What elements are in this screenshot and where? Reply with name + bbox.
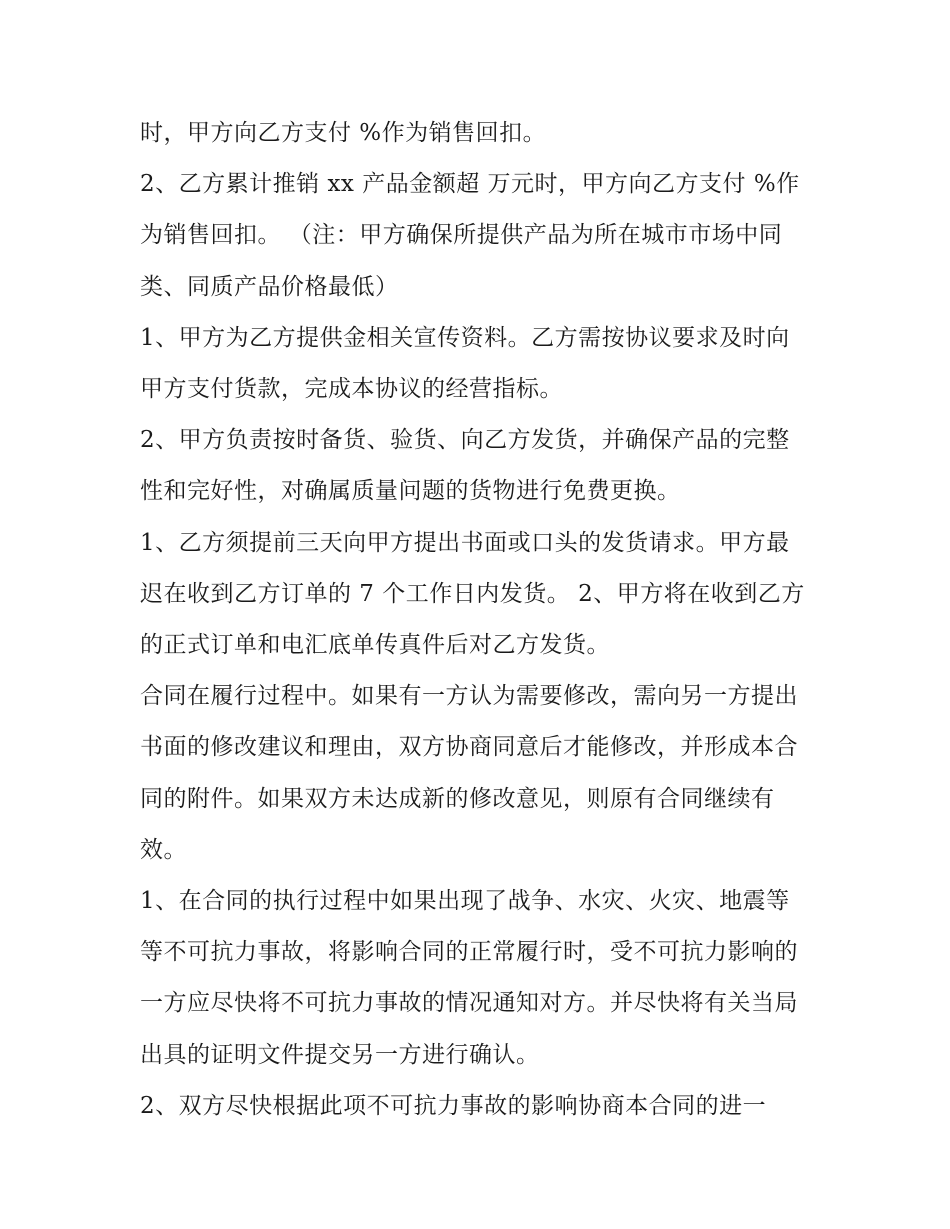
paragraph-payment-rebate-continued: 时，甲方向乙方支付 %作为销售回扣。: [140, 120, 547, 146]
paragraph-stock-delivery: 2、甲方负责按时备货、验货、向乙方发货，并确保产品的完整性和完好性，对确属质量问题的货物进行免费更换。: [140, 427, 790, 505]
paragraph-shipping-request: 1、乙方须提前三天向甲方提出书面或口头的发货请求。甲方最迟在收到乙方订单的 7 个工作日内发货。 2、甲方将在收到乙方的正式订单和电汇底单传真件后对乙方发货。: [140, 529, 805, 659]
document-page: [140, 108, 812, 1132]
paragraph-force-majeure-negotiation: 2、双方尽快根据此项不可抗力事故的影响协商本合同的进一: [140, 1092, 767, 1119]
paragraph-contract-modification: 合同在履行过程中。如果有一方认为需要修改，需向另一方提出书面的修改建议和理由，双方协商同意后才能修改，并形成本合同的附件。如果双方未达成新的修改意见，则原有合同继续有效。: [140, 683, 798, 863]
paragraph-sales-rebate-clause: 2、乙方累计推销 xx 产品金额超 万元时，甲方向乙方支付 %作为销售回扣。 （注：甲方确保所提供产品为所在城市市场中同类、同质产品价格最低）: [140, 171, 800, 300]
paragraph-promotion-materials: 1、甲方为乙方提供金相关宣传资料。乙方需按协议要求及时向甲方支付货款，完成本协议的经营指标。: [140, 324, 790, 403]
paragraph-force-majeure: 1、在合同的执行过程中如果出现了战争、水灾、火灾、地震等等不可抗力事故，将影响合同的正常履行时，受不可抗力影响的一方应尽快将不可抗力事故的情况通知对方。并尽快将有关当局出具的证明文件提交另一方进行确认。: [140, 888, 798, 1068]
